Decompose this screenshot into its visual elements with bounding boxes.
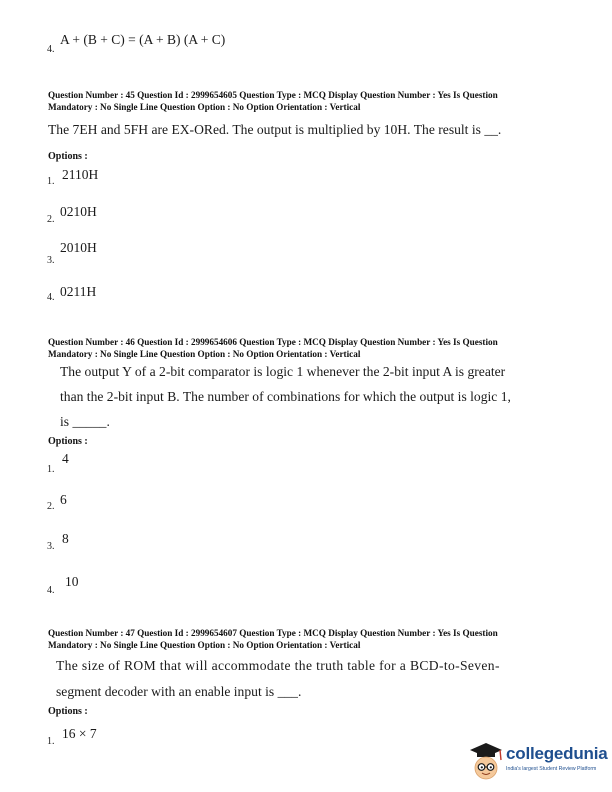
q45-meta-line2: Mandatory : No Single Line Question Option : No Option Orientation : Vertical — [48, 101, 361, 112]
q46-option-2-number: 2. — [47, 501, 55, 512]
q46-option-4-text[interactable]: 10 — [65, 574, 79, 589]
q45-option-3-number: 3. — [47, 255, 55, 266]
q46-meta — [48, 337, 498, 360]
q46-option-4-number: 4. — [47, 585, 55, 596]
q46-option-3-text[interactable]: 8 — [62, 531, 69, 546]
q45-meta-line1: Question Number : 45 Question Id : 2999654605 Question Type : MCQ Display Question Number : Yes Is Question — [48, 90, 498, 100]
q46-question-text-line1: The output Y of a 2-bit comparator is logic 1 whenever the 2-bit input A is greater — [60, 364, 506, 379]
q45-options-label: Options : — [48, 151, 88, 162]
q45-option-2-number: 2. — [47, 214, 55, 225]
prev-option-4-text: A + (B + C) = (A + B) (A + C) — [60, 32, 226, 47]
q45-option-1-text[interactable]: 2110H — [62, 167, 99, 182]
q47-options-label: Options : — [48, 706, 88, 717]
q47-question-text-line2: segment decoder with an enable input is ___. — [56, 684, 302, 699]
q46-question-text-line3: is _____. — [60, 414, 110, 429]
q46-options-label: Options : — [48, 436, 88, 447]
q47-question-text-line1: The size of ROM that will accommodate the truth table for a BCD-to-Seven- — [56, 658, 500, 673]
q47-meta-line2: Mandatory : No Single Line Question Option : No Option Orientation : Vertical — [48, 639, 361, 650]
q46-option-1-number: 1. — [47, 464, 55, 475]
q46-option-2-text[interactable]: 6 — [60, 492, 67, 507]
collegedunia-logo — [466, 738, 611, 788]
q47-meta-line1: Question Number : 47 Question Id : 2999654607 Question Type : MCQ Display Question Number : Yes Is Question — [48, 628, 498, 638]
q46-option-1-text[interactable]: 4 — [62, 451, 69, 466]
q45-option-4-text[interactable]: 0211H — [60, 284, 97, 299]
q47-option-1-text[interactable]: 16 × 7 — [62, 726, 97, 741]
graduate-mascot-icon — [466, 738, 506, 786]
q45-option-3-text[interactable]: 2010H — [60, 240, 97, 255]
q45-option-2-text[interactable]: 0210H — [60, 204, 97, 219]
q46-question-text-line2: than the 2-bit input B. The number of combinations for which the output is logic 1, — [60, 389, 511, 404]
logo-tagline: India's largest Student Review Platform — [506, 766, 597, 772]
q47-option-1-number: 1. — [47, 736, 55, 747]
q46-meta-line2: Mandatory : No Single Line Question Option : No Option Orientation : Vertical — [48, 348, 361, 359]
q45-meta — [48, 90, 498, 113]
q47-meta — [48, 628, 498, 651]
q46-meta-line1: Question Number : 46 Question Id : 2999654606 Question Type : MCQ Display Question Number : Yes Is Question — [48, 337, 498, 347]
logo-brand-text: collegedunia — [506, 744, 608, 763]
q45-option-4-number: 4. — [47, 292, 55, 303]
q46-option-3-number: 3. — [47, 541, 55, 552]
q45-option-1-number: 1. — [47, 176, 55, 187]
q45-question-text: The 7EH and 5FH are EX-ORed. The output is multiplied by 10H. The result is __. — [48, 122, 502, 137]
prev-option-4-number: 4. — [47, 44, 55, 55]
